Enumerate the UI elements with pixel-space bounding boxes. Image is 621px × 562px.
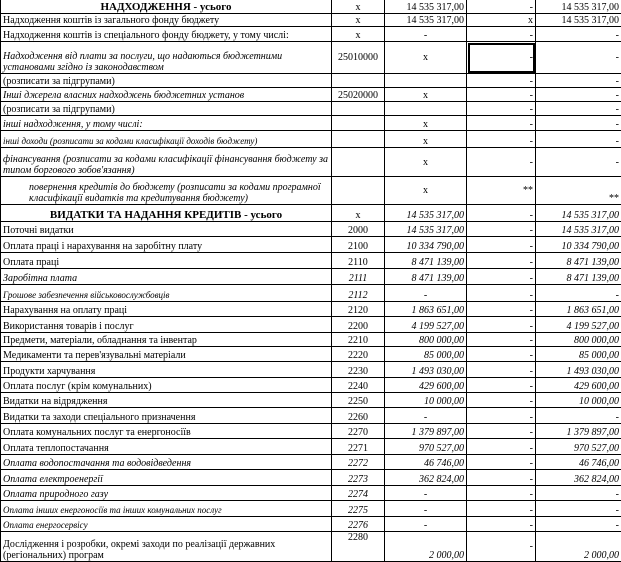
cell-name[interactable]: Оплата праці <box>1 253 332 269</box>
cell-total[interactable]: - <box>536 501 621 517</box>
cell-name[interactable]: Оплата праці і нарахування на заробітну плату <box>1 237 332 253</box>
table-row <box>1 253 621 269</box>
table-row <box>1 532 621 562</box>
cell-code[interactable]: 2250 <box>332 393 385 408</box>
cell-name[interactable]: Інші джерела власних надходжень бюджетних установ <box>1 88 332 102</box>
cell-special-fund[interactable]: - <box>467 285 536 302</box>
cell-special-fund[interactable]: - <box>467 408 536 424</box>
cell-special-fund[interactable]: - <box>467 88 536 102</box>
cell-name[interactable]: НАДХОДЖЕННЯ - усього <box>1 0 332 14</box>
cell-special-fund[interactable]: - <box>467 222 536 237</box>
table-row <box>1 317 621 333</box>
cell-general-fund[interactable]: 8 471 139,00 <box>385 253 467 269</box>
cell-name[interactable]: інші доходи (розписати за кодами класифікації доходів бюджету) <box>1 131 332 148</box>
table-row <box>1 116 621 131</box>
cell-total[interactable]: 970 527,00 <box>536 439 621 455</box>
cell-name[interactable]: Оплата електроенергії <box>1 470 332 486</box>
cell-code[interactable]: 2100 <box>332 237 385 253</box>
cell-name[interactable]: Надходження від плати за послуги, що надаються бюджетними установами згідно із законодавством <box>1 42 332 74</box>
cell-code[interactable]: 2200 <box>332 317 385 333</box>
cell-special-fund[interactable]: - <box>467 102 536 116</box>
cell-name[interactable]: (розписати за підгрупами) <box>1 102 332 116</box>
cell-general-fund[interactable]: x <box>385 42 467 74</box>
cell-special-fund[interactable]: - <box>467 486 536 501</box>
cell-name[interactable]: Надходження коштів із загального фонду бюджету <box>1 14 332 27</box>
cell-general-fund[interactable]: 85 000,00 <box>385 347 467 362</box>
cell-total[interactable]: - <box>536 88 621 102</box>
cell-name[interactable]: Оплата інших енергоносіїв та інших комунальних послуг <box>1 501 332 517</box>
cell-total[interactable]: 362 824,00 <box>536 470 621 486</box>
cell-total[interactable]: - <box>536 102 621 116</box>
cell-total[interactable]: - <box>536 27 621 42</box>
cell-general-fund[interactable]: 46 746,00 <box>385 455 467 470</box>
cell-general-fund[interactable]: x <box>385 177 467 205</box>
cell-general-fund[interactable] <box>385 74 467 88</box>
cell-general-fund[interactable]: 4 199 527,00 <box>385 317 467 333</box>
cell-code[interactable]: 2120 <box>332 302 385 317</box>
cell-special-fund[interactable]: - <box>467 378 536 393</box>
cell-code[interactable]: 2271 <box>332 439 385 455</box>
cell-total[interactable]: 800 000,00 <box>536 333 621 347</box>
cell-total[interactable]: 14 535 317,00 <box>536 222 621 237</box>
table-row <box>1 222 621 237</box>
table-row <box>1 285 621 302</box>
table-row <box>1 131 621 148</box>
cell-general-fund[interactable]: - <box>385 27 467 42</box>
cell-name[interactable]: Оплата водопостачання та водовідведення <box>1 455 332 470</box>
table-row <box>1 237 621 253</box>
cell-code[interactable] <box>332 116 385 131</box>
table-row <box>1 408 621 424</box>
cell-total[interactable]: - <box>536 116 621 131</box>
cell-code[interactable]: 2270 <box>332 424 385 439</box>
cell-special-fund[interactable]: - <box>467 439 536 455</box>
cell-special-fund[interactable]: - <box>467 455 536 470</box>
cell-total[interactable]: 1 863 651,00 <box>536 302 621 317</box>
table-row <box>1 378 621 393</box>
cell-total[interactable]: 8 471 139,00 <box>536 253 621 269</box>
table-row <box>1 439 621 455</box>
budget-table-body <box>1 0 621 562</box>
cell-total[interactable]: 10 000,00 <box>536 393 621 408</box>
cell-total[interactable]: 14 535 317,00 <box>536 205 621 222</box>
cell-name[interactable]: Оплата теплопостачання <box>1 439 332 455</box>
cell-code[interactable] <box>332 148 385 177</box>
cell-name[interactable]: Оплата природного газу <box>1 486 332 501</box>
cell-general-fund[interactable]: 10 000,00 <box>385 393 467 408</box>
cell-total[interactable]: 10 334 790,00 <box>536 237 621 253</box>
cell-code[interactable]: 2230 <box>332 362 385 378</box>
cell-name[interactable]: Оплата комунальних послуг та енергоносіїв <box>1 424 332 439</box>
cell-special-fund[interactable]: - <box>467 302 536 317</box>
cell-code[interactable]: 2000 <box>332 222 385 237</box>
section-row <box>1 205 621 222</box>
cell-special-fund[interactable]: - <box>467 269 536 285</box>
cell-general-fund[interactable]: 1 493 030,00 <box>385 362 467 378</box>
cell-code[interactable] <box>332 131 385 148</box>
cell-general-fund[interactable]: 14 535 317,00 <box>385 222 467 237</box>
cell-general-fund[interactable]: x <box>385 116 467 131</box>
cell-special-fund[interactable]: - <box>467 517 536 532</box>
cell-code[interactable]: 2260 <box>332 408 385 424</box>
table-row <box>1 88 621 102</box>
cell-code[interactable]: 2112 <box>332 285 385 302</box>
cell-code[interactable]: 2210 <box>332 333 385 347</box>
cell-special-fund[interactable]: - <box>467 42 536 74</box>
table-row <box>1 393 621 408</box>
cell-code[interactable]: 2272 <box>332 455 385 470</box>
cell-name[interactable]: Медикаменти та перев'язувальні матеріали <box>1 347 332 362</box>
cell-special-fund[interactable]: - <box>467 27 536 42</box>
cell-code[interactable] <box>332 74 385 88</box>
cell-special-fund[interactable]: - <box>467 205 536 222</box>
cell-special-fund[interactable]: - <box>467 424 536 439</box>
cell-total[interactable]: ** <box>536 177 621 205</box>
cell-total[interactable]: 1 493 030,00 <box>536 362 621 378</box>
cell-total[interactable]: - <box>536 74 621 88</box>
cell-general-fund[interactable]: - <box>385 285 467 302</box>
cell-code[interactable]: x <box>332 205 385 222</box>
cell-special-fund[interactable]: - <box>467 333 536 347</box>
cell-special-fund[interactable]: - <box>467 347 536 362</box>
cell-name[interactable]: Предмети, матеріали, обладнання та інвентар <box>1 333 332 347</box>
cell-code[interactable]: 2276 <box>332 517 385 532</box>
table-row <box>1 333 621 347</box>
cell-total[interactable]: 429 600,00 <box>536 378 621 393</box>
cell-total[interactable]: - <box>536 285 621 302</box>
cell-code[interactable]: 2275 <box>332 501 385 517</box>
cell-name[interactable]: Нарахування на оплату праці <box>1 302 332 317</box>
cell-code[interactable]: 2220 <box>332 347 385 362</box>
cell-general-fund[interactable]: 14 535 317,00 <box>385 14 467 27</box>
cell-special-fund[interactable]: - <box>467 362 536 378</box>
cell-total[interactable]: 1 379 897,00 <box>536 424 621 439</box>
cell-name[interactable]: Дослідження і розробки, окремі заходи по реалізації державних (регіональних) програм <box>1 532 332 562</box>
cell-code[interactable]: 2273 <box>332 470 385 486</box>
cell-total[interactable]: - <box>536 131 621 148</box>
cell-code[interactable]: 2240 <box>332 378 385 393</box>
cell-general-fund[interactable]: x <box>385 88 467 102</box>
cell-code[interactable] <box>332 102 385 116</box>
cell-special-fund[interactable]: - <box>467 116 536 131</box>
table-row <box>1 302 621 317</box>
cell-name[interactable]: інші надходження, у тому числі: <box>1 116 332 131</box>
cell-name[interactable]: Видатки на відрядження <box>1 393 332 408</box>
cell-general-fund[interactable]: 14 535 317,00 <box>385 0 467 14</box>
table-row <box>1 486 621 501</box>
cell-code[interactable]: 2111 <box>332 269 385 285</box>
cell-total[interactable]: - <box>536 486 621 501</box>
table-row <box>1 177 621 205</box>
table-row <box>1 501 621 517</box>
cell-general-fund[interactable]: - <box>385 501 467 517</box>
table-row <box>1 269 621 285</box>
cell-general-fund[interactable]: 2 000,00 <box>385 532 467 562</box>
cell-code[interactable]: 2280 <box>332 532 385 562</box>
table-row <box>1 347 621 362</box>
cell-special-fund[interactable]: - <box>467 131 536 148</box>
cell-name[interactable]: Надходження коштів із спеціального фонду бюджету, у тому числі: <box>1 27 332 42</box>
cell-general-fund[interactable]: 8 471 139,00 <box>385 269 467 285</box>
cell-general-fund[interactable]: x <box>385 148 467 177</box>
cell-general-fund[interactable]: - <box>385 408 467 424</box>
cell-name[interactable]: Використання товарів і послуг <box>1 317 332 333</box>
table-row <box>1 424 621 439</box>
cell-special-fund[interactable]: - <box>467 393 536 408</box>
cell-code[interactable]: 25010000 <box>332 42 385 74</box>
cell-code[interactable]: x <box>332 14 385 27</box>
cell-code[interactable]: 2274 <box>332 486 385 501</box>
table-row <box>1 148 621 177</box>
cell-general-fund[interactable]: - <box>385 517 467 532</box>
cell-total[interactable]: 85 000,00 <box>536 347 621 362</box>
cell-special-fund[interactable]: - <box>467 532 536 562</box>
table-row <box>1 517 621 532</box>
cell-total[interactable]: - <box>536 517 621 532</box>
cell-general-fund[interactable]: x <box>385 131 467 148</box>
cell-general-fund[interactable]: 1 379 897,00 <box>385 424 467 439</box>
table-row <box>1 42 621 74</box>
table-row <box>1 74 621 88</box>
cell-total[interactable]: 8 471 139,00 <box>536 269 621 285</box>
table-row <box>1 362 621 378</box>
cell-name[interactable]: (розписати за підгрупами) <box>1 74 332 88</box>
cell-general-fund[interactable]: - <box>385 486 467 501</box>
cell-code[interactable]: 2110 <box>332 253 385 269</box>
cell-general-fund[interactable] <box>385 102 467 116</box>
cell-code[interactable]: x <box>332 0 385 14</box>
cell-name[interactable]: Продукти харчування <box>1 362 332 378</box>
cell-special-fund[interactable]: - <box>467 253 536 269</box>
cell-special-fund[interactable]: ** <box>467 177 536 205</box>
cell-total[interactable]: - <box>536 408 621 424</box>
cell-name[interactable]: фінансування (розписати за кодами класифікації фінансування бюджету за типом боргового зобов'язання) <box>1 148 332 177</box>
section-row <box>1 0 621 14</box>
cell-name[interactable]: повернення кредитів до бюджету (розписати за кодами програмної класифікації видатків та кредитування бюджету) <box>1 177 332 205</box>
cell-total[interactable]: - <box>536 148 621 177</box>
cell-total[interactable]: - <box>536 42 621 74</box>
cell-code[interactable]: 25020000 <box>332 88 385 102</box>
cell-name[interactable]: ВИДАТКИ ТА НАДАННЯ КРЕДИТІВ - усього <box>1 205 332 222</box>
cell-general-fund[interactable]: 14 535 317,00 <box>385 205 467 222</box>
cell-name[interactable]: Оплата послуг (крім комунальних) <box>1 378 332 393</box>
table-row <box>1 455 621 470</box>
cell-name[interactable]: Оплата енергосервісу <box>1 517 332 532</box>
cell-name[interactable]: Грошове забезпечення військовослужбовців <box>1 285 332 302</box>
table-row <box>1 102 621 116</box>
cell-total[interactable]: 4 199 527,00 <box>536 317 621 333</box>
cell-special-fund[interactable]: - <box>467 470 536 486</box>
table-row <box>1 470 621 486</box>
cell-code[interactable] <box>332 177 385 205</box>
cell-code[interactable]: x <box>332 27 385 42</box>
cell-general-fund[interactable]: 362 824,00 <box>385 470 467 486</box>
table-row <box>1 14 621 27</box>
cell-special-fund[interactable]: x <box>467 14 536 27</box>
cell-name[interactable]: Поточні видатки <box>1 222 332 237</box>
cell-total[interactable]: 2 000,00 <box>536 532 621 562</box>
cell-general-fund[interactable]: 1 863 651,00 <box>385 302 467 317</box>
cell-total[interactable]: 14 535 317,00 <box>536 0 621 14</box>
cell-special-fund[interactable]: - <box>467 317 536 333</box>
cell-special-fund[interactable]: - <box>467 0 536 14</box>
cell-special-fund[interactable]: - <box>467 74 536 88</box>
cell-special-fund[interactable]: - <box>467 501 536 517</box>
table-row <box>1 27 621 42</box>
cell-name[interactable]: Видатки та заходи спеціального призначення <box>1 408 332 424</box>
cell-total[interactable]: 46 746,00 <box>536 455 621 470</box>
cell-special-fund[interactable]: - <box>467 148 536 177</box>
cell-name[interactable]: Заробітна плата <box>1 269 332 285</box>
cell-total[interactable]: 14 535 317,00 <box>536 14 621 27</box>
cell-general-fund[interactable]: 429 600,00 <box>385 378 467 393</box>
cell-general-fund[interactable]: 800 000,00 <box>385 333 467 347</box>
cell-special-fund[interactable]: - <box>467 237 536 253</box>
cell-general-fund[interactable]: 10 334 790,00 <box>385 237 467 253</box>
cell-general-fund[interactable]: 970 527,00 <box>385 439 467 455</box>
